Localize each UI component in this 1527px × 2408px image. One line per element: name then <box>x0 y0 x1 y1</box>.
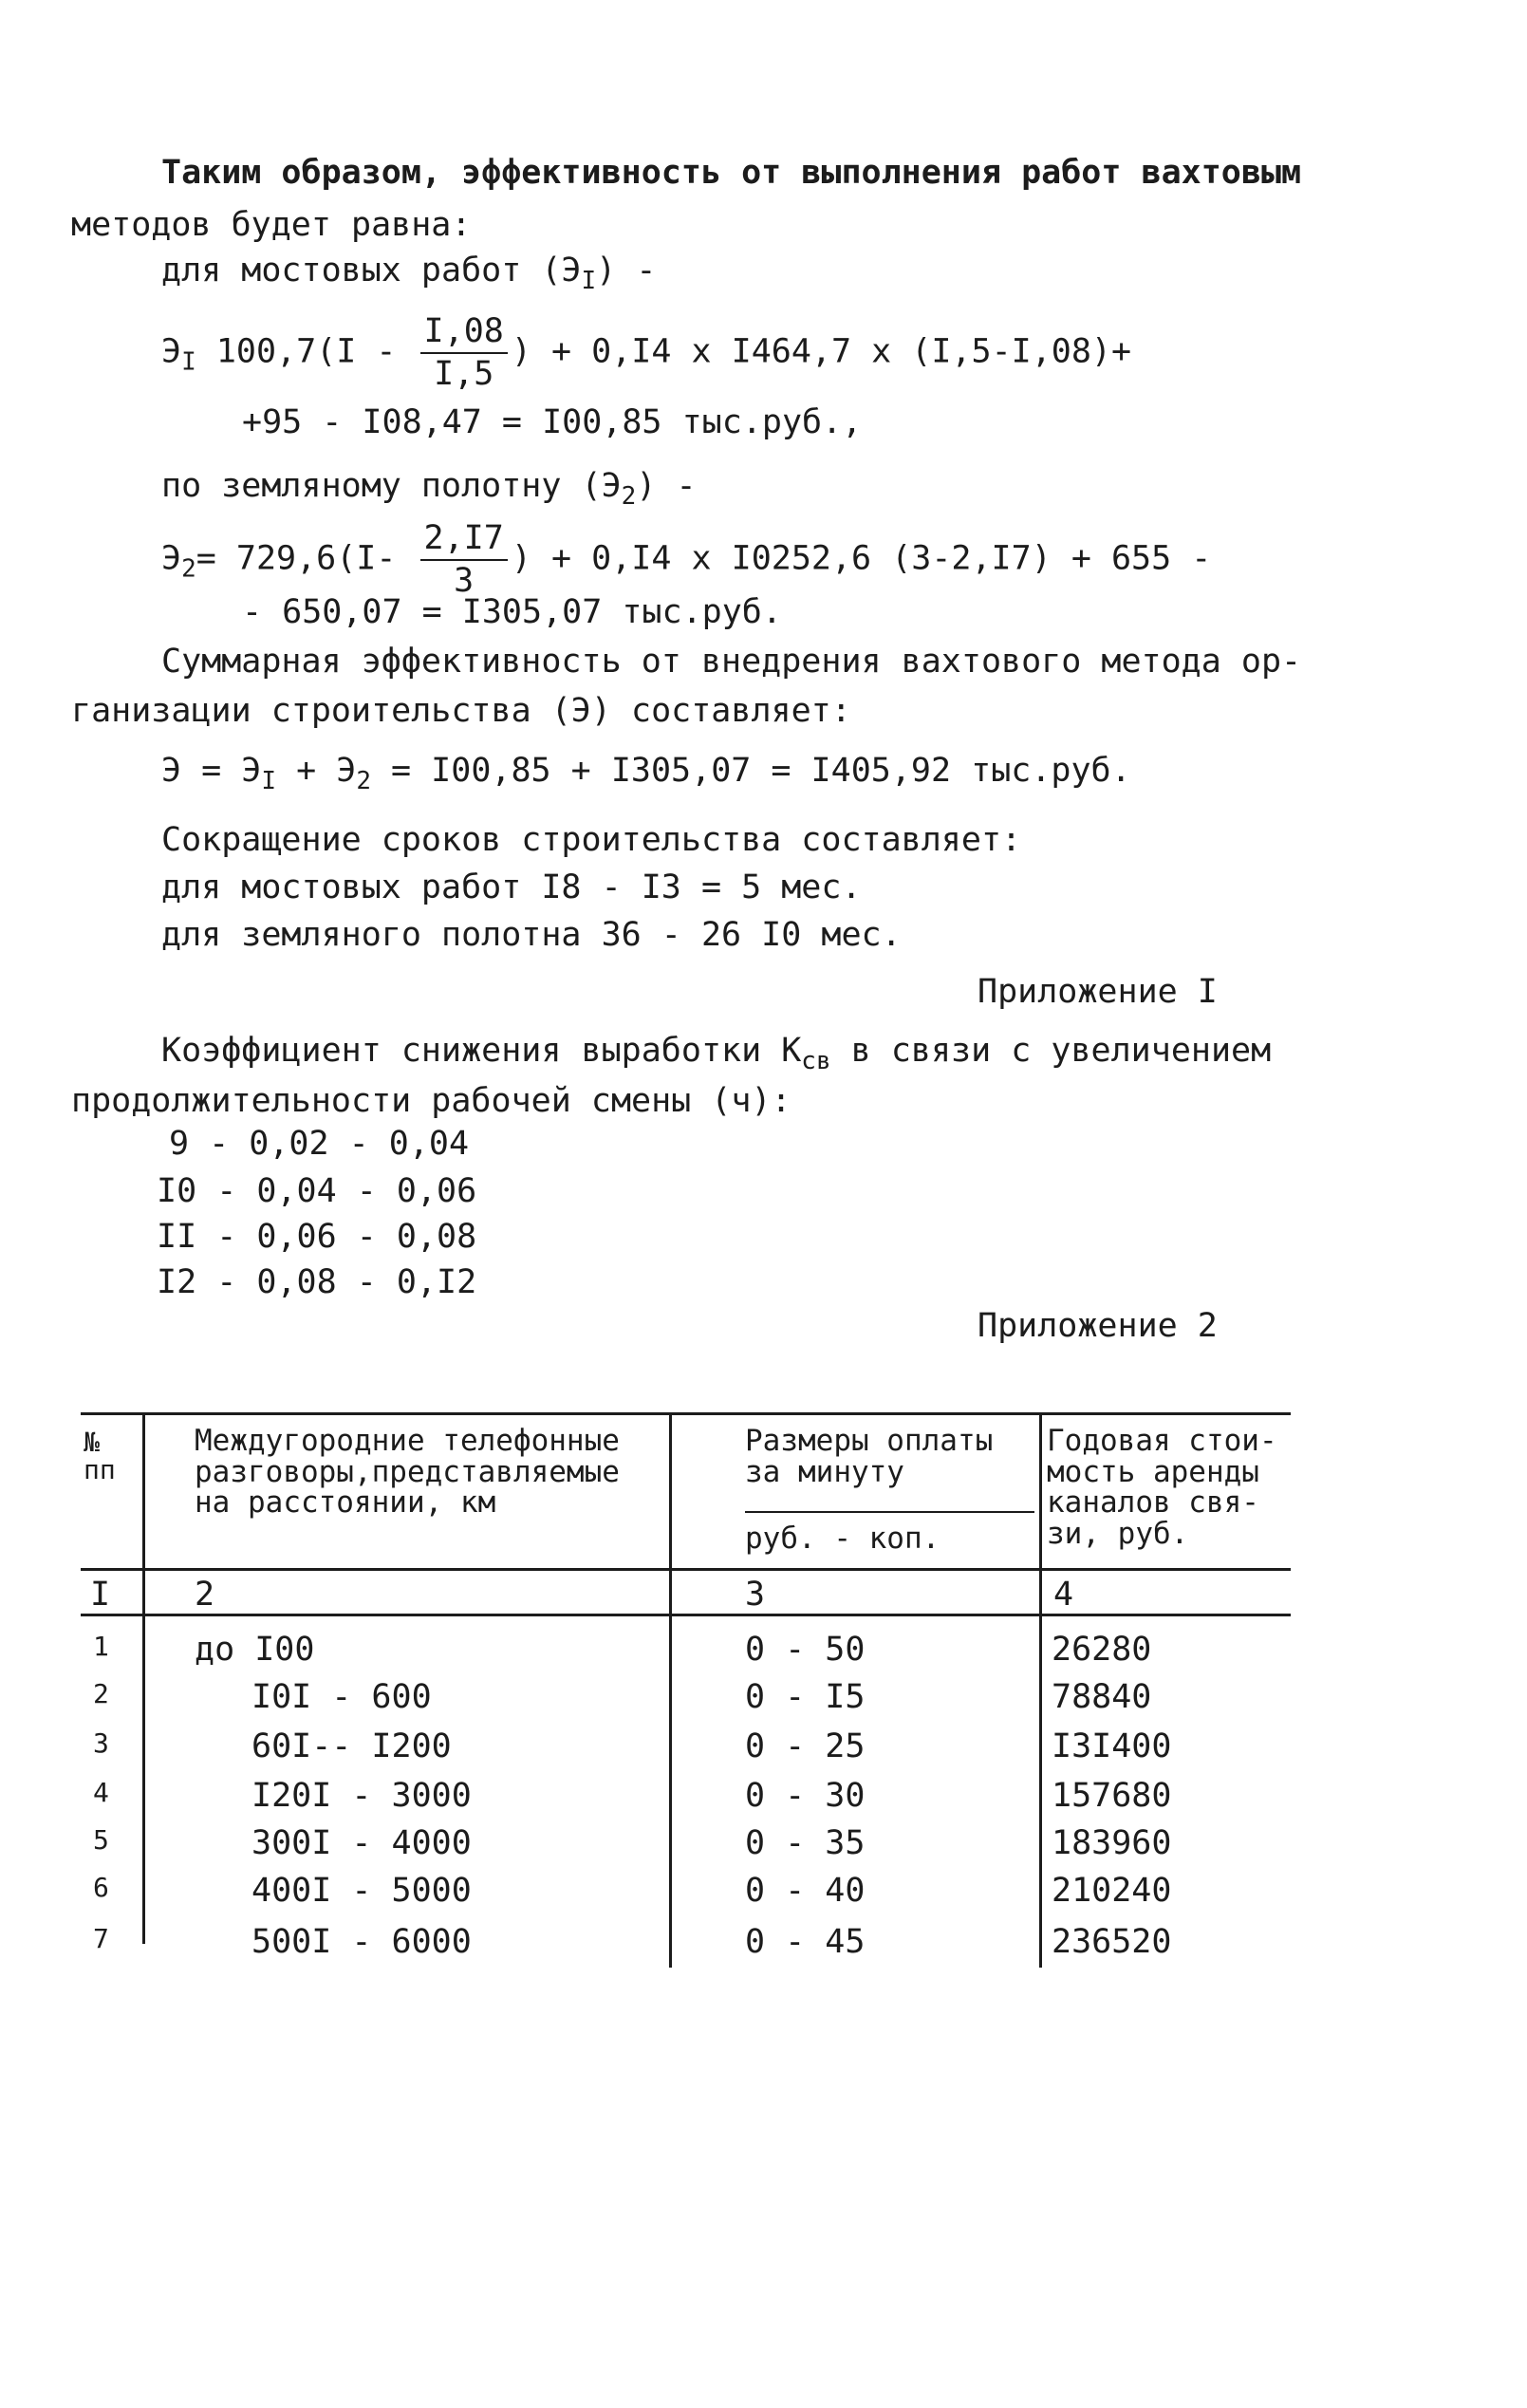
coef-row: I2 - 0,08 - 0,I2 <box>157 1263 477 1301</box>
reduce-bridge: для мостовых работ I8 - I3 = 5 мес. <box>161 868 862 906</box>
formula-e2-cont: - 650,07 = I305,07 тыс.руб. <box>242 593 782 631</box>
coef-row: II - 0,06 - 0,08 <box>157 1218 477 1256</box>
header-annual-cost: Годовая стои- мость аренды каналов свя- зи, руб. <box>1047 1424 1277 1551</box>
col-divider <box>669 1412 672 1968</box>
reduce-earth: для земляного полотна 36 - 26 I0 мес. <box>161 916 902 954</box>
col-divider <box>142 1412 145 1944</box>
header-price: Размеры оплаты за минуту <box>745 1424 994 1489</box>
coef-row: 9 - 0,02 - 0,04 <box>169 1125 470 1163</box>
appendix-1-line-1: Коэффициент снижения выработки $К_{св}$ в связи с увеличением <box>161 1032 1272 1075</box>
earth-intro: по земляному полотну $(Э_2)$ - <box>161 467 697 511</box>
sum-formula: $Э = Э_I + Э_2 = I00,85 + I305,07 = I405,92$ тыс.руб. <box>161 752 1131 795</box>
reduce-title: Сокращение сроков строительства составляет: <box>161 821 1022 859</box>
table-top-rule <box>81 1412 1291 1415</box>
appendix-1-title: Приложение I <box>978 973 1218 1011</box>
col-number: I <box>90 1576 111 1614</box>
coef-row: I0 - 0,04 - 0,06 <box>157 1172 477 1210</box>
header-num: № пп <box>84 1427 116 1486</box>
formula-e2: $Э_2= 729,6(I-$ $\frac{2,I7}{3}$ ) + 0,I4 x I0252,6 (3-2,I7) + 655 - <box>161 519 1212 600</box>
col-number: 2 <box>195 1576 215 1614</box>
intro-line-1: Таким образом, эффективность от выполнения работ вахтовым <box>161 154 1302 192</box>
colnum-bottom-rule <box>81 1614 1291 1616</box>
col-number: 3 <box>745 1576 766 1614</box>
col-number: 4 <box>1053 1576 1074 1614</box>
formula-e1-cont: +95 - I08,47 = I00,85 тыс.руб., <box>242 403 863 441</box>
header-price-unit: руб. - коп. <box>745 1521 940 1556</box>
intro-line-2: методов будет равна: <box>71 206 472 244</box>
col-divider <box>1039 1412 1042 1968</box>
sum-line-2: ганизации строительства (Э) составляет: <box>71 692 851 730</box>
fraction-e1: $\frac{I,08}{I,5}$ <box>420 313 508 392</box>
bridge-intro: для мостовых работ $(Э_I)$ - <box>161 252 657 295</box>
header-bottom-rule <box>81 1568 1291 1571</box>
header-description: Междугородние телефонные разговоры,представляемые на расстоянии, км <box>195 1424 620 1521</box>
appendix-1-line-2: продолжительности рабочей смены (ч): <box>71 1082 791 1120</box>
fraction-e2: $\frac{2,I7}{3}$ <box>420 520 508 599</box>
appendix-2-title: Приложение 2 <box>978 1307 1218 1345</box>
formula-e1: $Э_I$ 100,7(I - $\frac{I,08}{I,5}$ ) + 0,I4 x I464,7 x (I,5-I,08)+ <box>161 312 1132 393</box>
price-subheader-rule <box>745 1511 1034 1513</box>
sum-line-1: Суммарная эффективность от внедрения вахтового метода ор- <box>161 643 1302 681</box>
